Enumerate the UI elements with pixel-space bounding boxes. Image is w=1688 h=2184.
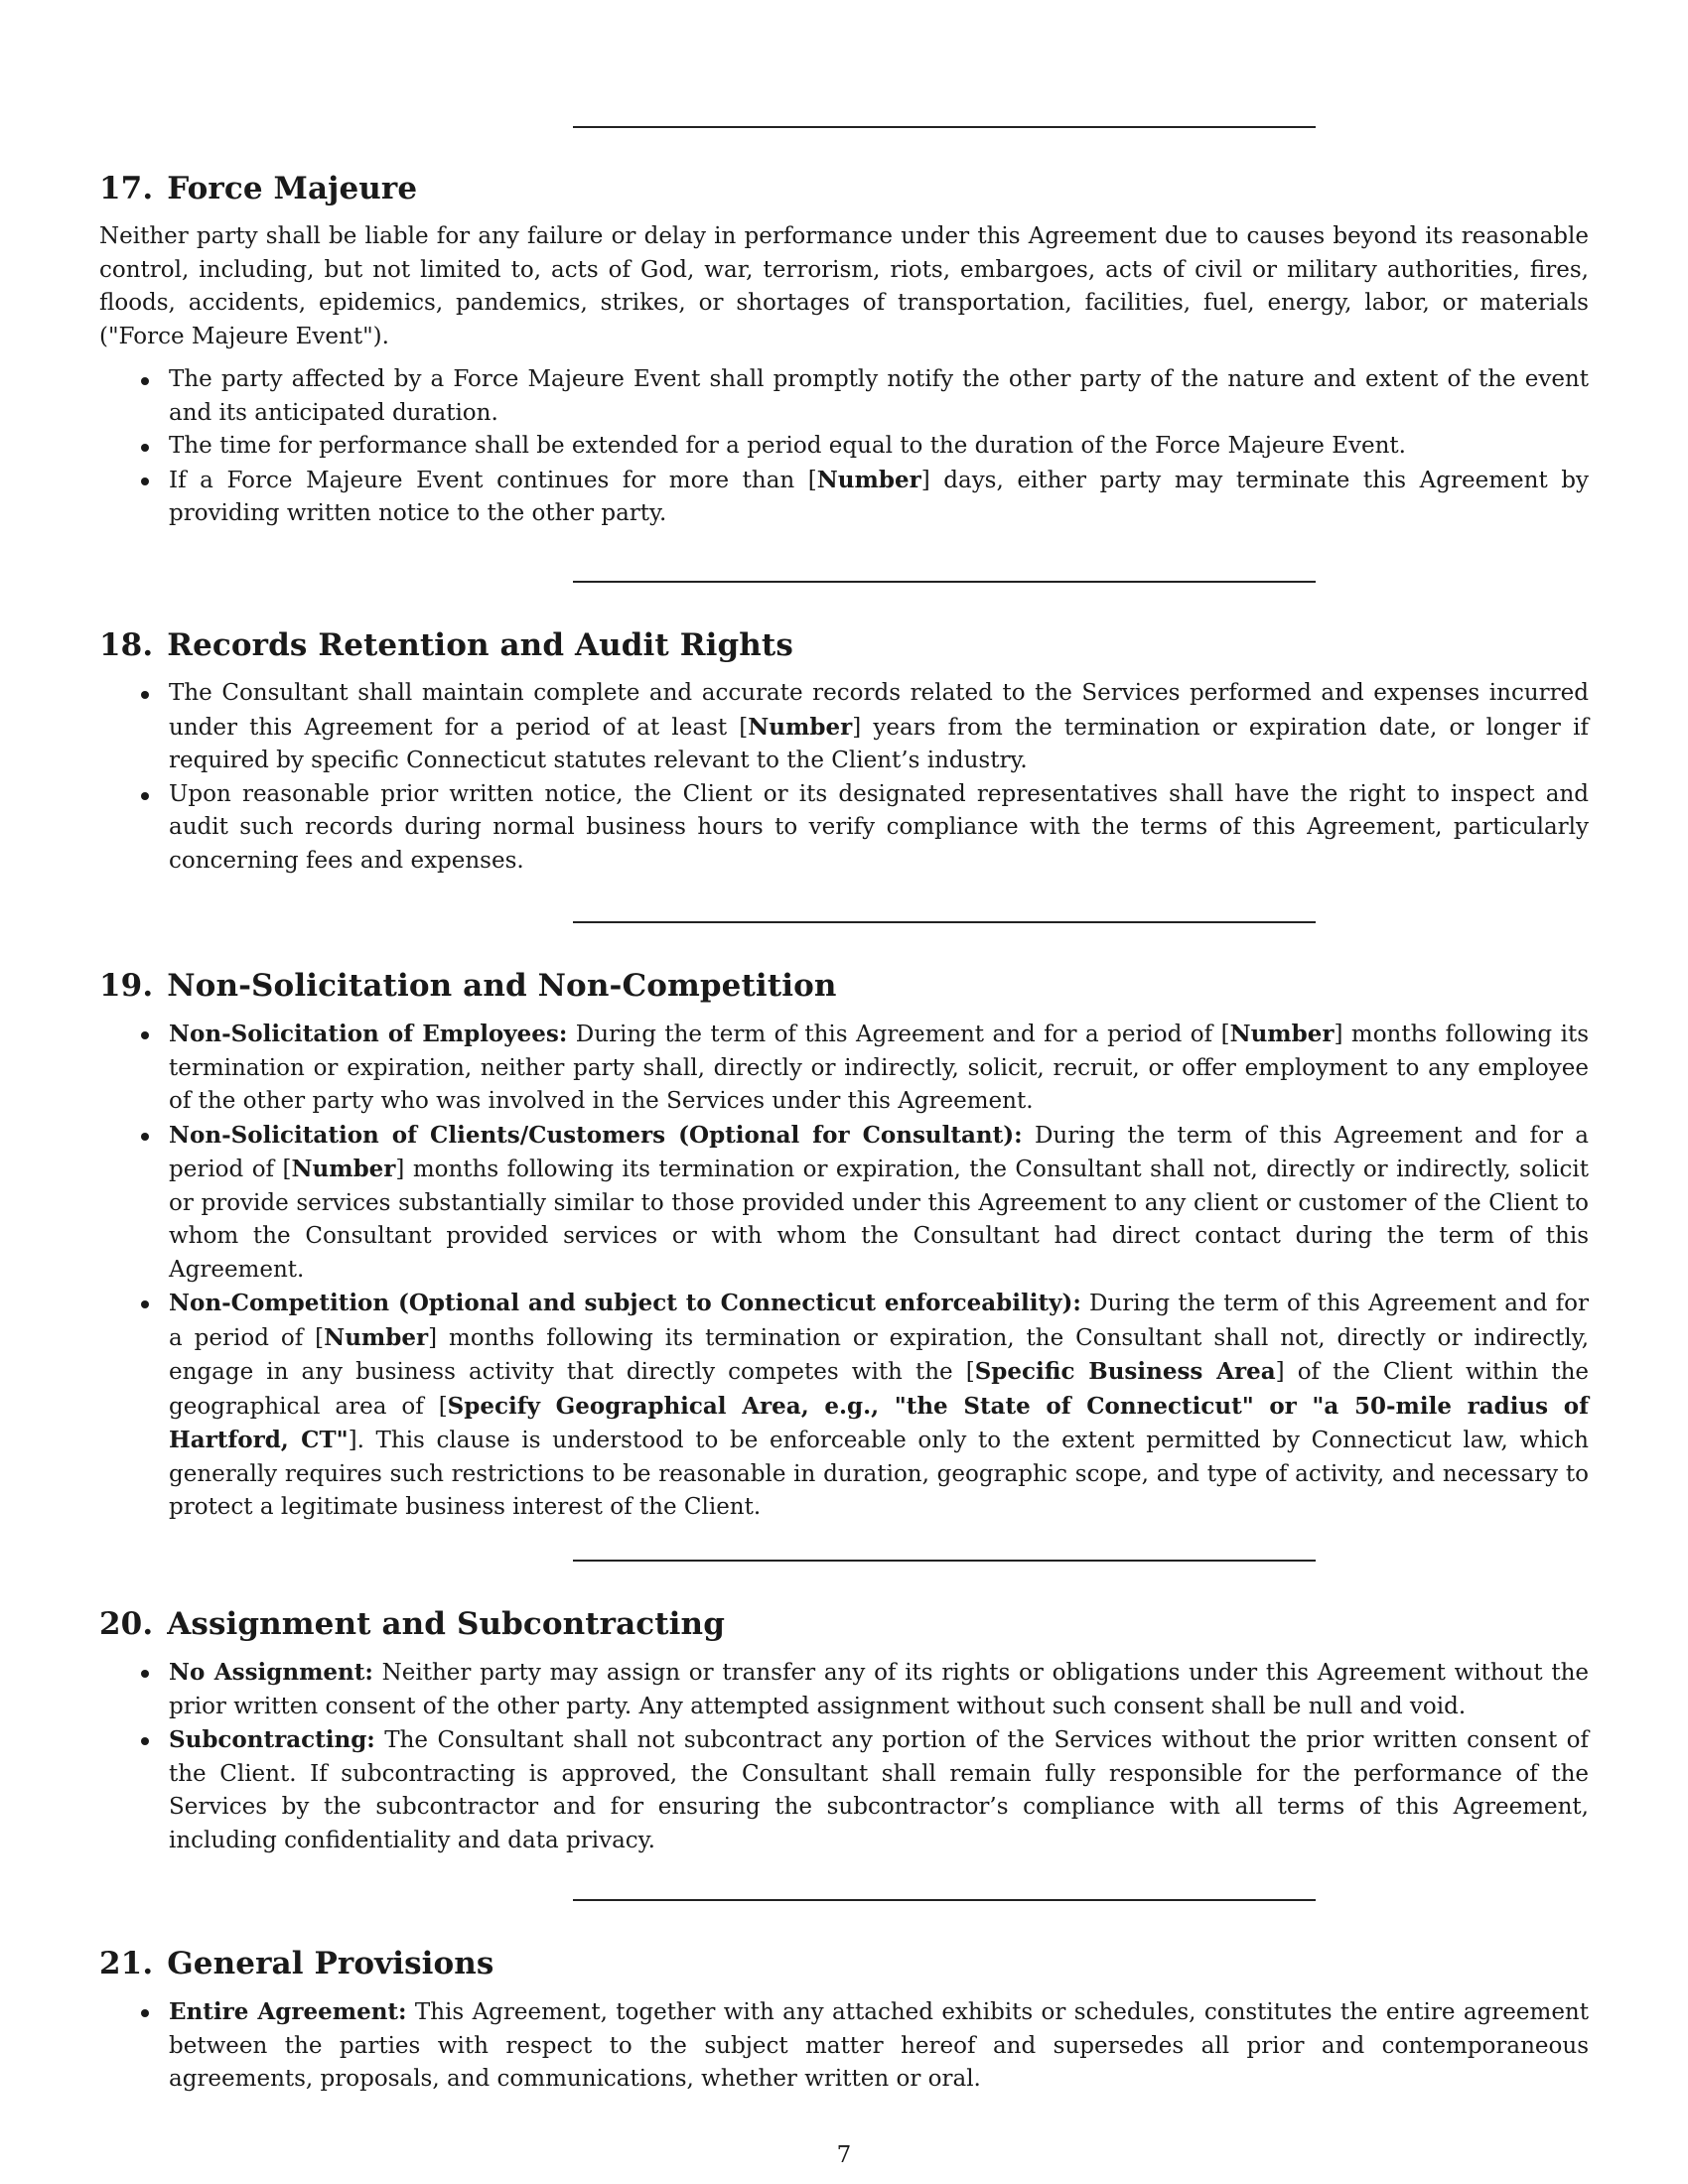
bullet-list [99,363,1589,531]
list-item: Upon reasonable prior written notice, the Client or its designated representatives shall have the right to inspect and audit such records during normal business hours to verify compliance with the terms of this Agreement, particularly concerning fees and expenses. [99,778,1589,879]
section-records-retention [99,625,1589,878]
list-item: The party affected by a Force Majeure Event shall promptly notify the other party of the nature and extent of the event and its anticipated duration. [99,363,1589,430]
list-item: Non-Solicitation of Clients/Customers (Optional for Consultant): During the term of this Agreement and for a period of [Number] months following its termination or expiration, the Consultant shall not, directly or indirectly, solicit or provide services substantially similar to those provided under this Agreement to any client or customer of the Client to whom the Consultant provided services or with whom the Consultant had direct contact during the term of this Agreement. [99,1119,1589,1288]
bullet-list [99,677,1589,878]
section-assignment [99,1604,1589,1857]
list-item: No Assignment: Neither party may assign or transfer any of its rights or obligations under this Agreement without the prior written consent of the other party. Any attempted assignment without such consent shall be null and void. [99,1656,1589,1723]
list-item: If a Force Majeure Event continues for more than [Number] days, either party may terminate this Agreement by providing written notice to the other party. [99,464,1589,531]
section-divider [573,921,1316,923]
section-heading: 18. Records Retention and Audit Rights [99,627,793,663]
section-heading: 20. Assignment and Subcontracting [99,1606,725,1642]
bullet-list [99,1656,1589,1857]
section-heading: 17. Force Majeure [99,171,418,206]
section-divider [573,581,1316,583]
section-general-provisions [99,1944,1589,2097]
section-divider [573,1560,1316,1562]
section-heading: 19. Non-Solicitation and Non-Competition [99,968,837,1004]
bullet-list [99,1995,1589,2097]
section-non-solicitation [99,966,1589,1525]
section-intro: Neither party shall be liable for any failure or delay in performance under this Agreement due to causes beyond its reasonable control, including, but not limited to, acts of God, war, terrorism, riots, embargoes, acts of civil or military authorities, fires, floods, accidents, epidemics, pandemics, strikes, or shortages of transportation, facilities, fuel, energy, labor, or materials ("Force Majeure Event"). [99,223,1589,349]
list-item: Non-Solicitation of Employees: During the term of this Agreement and for a period of [Number] months following its termination or expiration, neither party shall, directly or indirectly, solicit, recruit, or offer employment to any employee of the other party who was involved in the Services under this Agreement. [99,1018,1589,1119]
bullet-list [99,1018,1589,1525]
section-divider [573,1899,1316,1901]
list-item: The Consultant shall maintain complete and accurate records related to the Services performed and expenses incurred under this Agreement for a period of at least [Number] years from the termination or expiration date, or longer if required by specific Connecticut statutes relevant to the Client’s industry. [99,677,1589,778]
section-heading: 21. General Provisions [99,1946,494,1981]
list-item: Subcontracting: The Consultant shall not subcontract any portion of the Services without the prior written consent of the Client. If subcontracting is approved, the Consultant shall remain fully responsible for the performance of the Services by the subcontractor and for ensuring the subcontractor’s compliance with all terms of this Agreement, including confidentiality and data privacy. [99,1723,1589,1857]
list-item: Non-Competition (Optional and subject to Connecticut enforceability): During the term of this Agreement and for a period of [Number] months following its termination or expiration, the Consultant shall not, directly or indirectly, engage in any business activity that directly competes with the [Specific Business Area] of the Client within the geographical area of [Specify Geographical Area, e.g., "the State of Connecticut" or "a 50-mile radius of Hartford, CT"]. This clause is understood to be enforceable only to the extent permitted by Connecticut law, which generally requires such restrictions to be reasonable in duration, geographic scope, and type of activity, and necessary to protect a legitimate business interest of the Client. [99,1287,1589,1525]
section-divider [573,126,1316,128]
page-number: 7 [836,2142,852,2168]
list-item: The time for performance shall be extended for a period equal to the duration of the Force Majeure Event. [99,430,1589,464]
list-item: Entire Agreement: This Agreement, together with any attached exhibits or schedules, constitutes the entire agreement between the parties with respect to the subject matter hereof and supersedes all prior and contemporaneous agreements, proposals, and communications, whether written or oral. [99,1995,1589,2097]
section-force-majeure [99,169,1589,531]
